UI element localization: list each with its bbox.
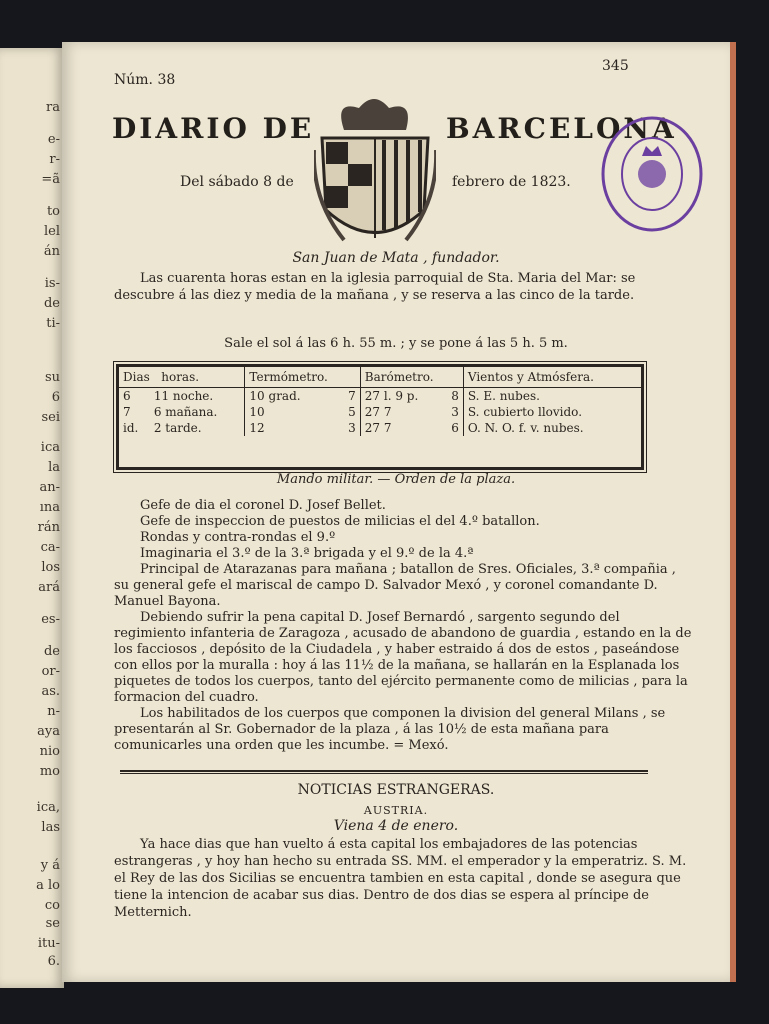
forty-hours-notice: Las cuarenta horas estan en la iglesia parroquial de Sta. Maria del Mar: se descubre á las diez y media de la mañana , y se reserva a las cinco de la tarde. bbox=[114, 271, 636, 303]
left-page-fragment: is- bbox=[44, 276, 60, 291]
left-page-fragment: es- bbox=[41, 612, 60, 627]
library-stamp-icon bbox=[600, 114, 704, 234]
weather-cell: 27 l. 9 p. bbox=[364, 389, 419, 403]
news-heading: NOTICIAS ESTRANGERAS. bbox=[297, 782, 495, 798]
left-page-fragment: e- bbox=[47, 132, 60, 147]
left-page-fragment: ca- bbox=[40, 540, 60, 555]
weather-table-header bbox=[119, 367, 641, 388]
issue-number: Núm. 38 bbox=[114, 72, 176, 88]
weather-cell: 10 bbox=[249, 405, 265, 419]
weather-cell: O. N. O. f. v. nubes. bbox=[467, 421, 584, 435]
left-page-fragment: ica, bbox=[36, 800, 60, 815]
weather-row bbox=[119, 404, 641, 420]
weather-cell: 6 bbox=[123, 389, 131, 403]
weather-cell: 6 mañana. bbox=[150, 404, 245, 420]
newspaper-page bbox=[62, 42, 736, 982]
left-page-fragment: to bbox=[46, 204, 60, 219]
left-page-fragment: a lo bbox=[36, 878, 60, 893]
weather-cell: S. cubierto llovido. bbox=[467, 405, 583, 419]
weather-col-days-hours: Dias horas. bbox=[119, 367, 245, 388]
left-page-fragment: la bbox=[48, 460, 60, 475]
date-left: Del sábado 8 de bbox=[180, 174, 294, 190]
left-page-fragment: an- bbox=[39, 480, 60, 495]
news-dateline: Viena 4 de enero. bbox=[333, 818, 459, 834]
barcelona-crest-icon bbox=[314, 90, 436, 250]
left-page-fragment: r- bbox=[49, 152, 60, 167]
left-page-fragment: se bbox=[45, 916, 60, 931]
masthead-title-left: DIARIO DE bbox=[112, 112, 315, 145]
weather-cell: 8 bbox=[442, 388, 463, 405]
military-orders bbox=[114, 498, 694, 754]
weather-cell: 7 bbox=[336, 388, 361, 405]
left-page-fragment: y á bbox=[40, 858, 60, 873]
weather-cell: 27 7 bbox=[364, 405, 392, 419]
left-page-fragment: as. bbox=[41, 684, 60, 699]
left-page-fragment: lel bbox=[43, 224, 60, 239]
order-paragraph: Rondas y contra-rondas el 9.º bbox=[140, 530, 336, 545]
left-page-fragment: or- bbox=[41, 664, 60, 679]
date-right: febrero de 1823. bbox=[452, 174, 571, 190]
sunrise-sunset: Sale el sol á las 6 h. 55 m. ; y se pone á las 5 h. 5 m. bbox=[224, 336, 568, 351]
weather-row bbox=[119, 388, 641, 405]
weather-cell: 3 bbox=[442, 404, 463, 420]
order-paragraph: Gefe de dia el coronel D. Josef Bellet. bbox=[140, 498, 386, 513]
page-number: 345 bbox=[602, 58, 629, 74]
left-page-fragment: aya bbox=[37, 724, 60, 739]
weather-cell: 12 bbox=[249, 421, 265, 435]
left-page-edge bbox=[0, 48, 64, 988]
weather-cell: id. bbox=[123, 421, 139, 435]
left-page-fragment: ına bbox=[39, 500, 60, 515]
left-page-fragment: sei bbox=[41, 410, 60, 425]
masthead-title-right: BARCELONA bbox=[446, 112, 677, 145]
military-orders-heading: Mando militar. — Orden de la plaza. bbox=[276, 472, 516, 487]
left-page-fragment: án bbox=[43, 244, 60, 259]
left-page-fragment: ra bbox=[46, 100, 60, 115]
weather-cell: 5 bbox=[336, 404, 361, 420]
news-country: AUSTRIA. bbox=[363, 804, 429, 817]
weather-col-barometer: Barómetro. bbox=[360, 367, 463, 388]
weather-table bbox=[116, 364, 644, 470]
left-page-fragment: co bbox=[44, 898, 60, 913]
news-body: Ya hace dias que han vuelto á esta capital los embajadores de las potencias estrangeras , y hoy han hecho su entrada SS. MM. el emperador y la emperatriz. S. M. el Rey de las dos Sicilias se encuentra tambien en esta capital , donde se asegura que tiene la intencion de acabar sus dias. Dentro de dos dias se espera al príncipe de Metternich. bbox=[114, 837, 687, 920]
section-divider bbox=[120, 770, 648, 772]
order-paragraph: Principal de Atarazanas para mañana ; batallon de Sres. Oficiales, 3.ª compañia , su general gefe el mariscal de campo D. Salvador Mexó , y coronel comandante D. Manuel Bayona. bbox=[114, 562, 676, 609]
left-page-fragment: n- bbox=[47, 704, 60, 719]
weather-col-thermometer: Termómetro. bbox=[245, 367, 360, 388]
left-page-fragment: =ã bbox=[41, 172, 60, 187]
left-page-fragment: de bbox=[43, 296, 60, 311]
section-divider-thin bbox=[120, 773, 648, 774]
weather-cell: 3 bbox=[336, 420, 361, 436]
weather-cell: 11 noche. bbox=[150, 388, 245, 405]
left-page-fragment: 6. bbox=[47, 954, 60, 969]
weather-cell: 10 grad. bbox=[249, 389, 301, 403]
left-page-fragment: ará bbox=[38, 580, 60, 595]
order-paragraph: Gefe de inspeccion de puestos de milicias el del 4.º batallon. bbox=[140, 514, 540, 529]
left-page-fragment: de bbox=[43, 644, 60, 659]
left-page-fragment: mo bbox=[39, 764, 60, 779]
weather-cell: 27 7 bbox=[364, 421, 392, 435]
left-page-fragment: nio bbox=[39, 744, 60, 759]
left-page-fragment: 6 bbox=[51, 390, 60, 405]
weather-cell: 6 bbox=[442, 420, 463, 436]
left-page-fragment: su bbox=[44, 370, 60, 385]
left-page-fragment: los bbox=[41, 560, 60, 575]
left-page-fragment: ti- bbox=[46, 316, 60, 331]
left-page-fragment: itu- bbox=[37, 936, 60, 951]
weather-cell: 7 bbox=[123, 405, 131, 419]
order-paragraph: Imaginaria el 3.º de la 3.ª brigada y el 9.º de la 4.ª bbox=[140, 546, 474, 561]
left-page-fragment: ica bbox=[40, 440, 60, 455]
weather-cell: 2 tarde. bbox=[150, 420, 245, 436]
order-paragraph: Los habilitados de los cuerpos que componen la division del general Milans , se presentarán al Sr. Gobernador de la plaza , á las 10½ de esta mañana para comunicarles una orden que les incumbe. = Mexó. bbox=[114, 706, 666, 753]
left-page-fragment: las bbox=[41, 820, 60, 835]
order-paragraph: Debiendo sufrir la pena capital D. Josef Bernardó , sargento segundo del regimiento infanteria de Zaragoza , acusado de abandono de guardia , estando en la de los facciosos , depósito de la Ciudadela , y haber estraido á dos de estos , paseándose con ellos por la muralla : hoy á las 11½ de la mañana, se hallarán en la Esplanada los piquetes de todos los cuerpos, tanto del ejército permanente como de milicias , para la formacion del cuadro. bbox=[114, 610, 692, 705]
left-page-fragment: rán bbox=[37, 520, 60, 535]
weather-row bbox=[119, 420, 641, 436]
saint-of-day: San Juan de Mata , fundador. bbox=[292, 250, 500, 266]
weather-col-winds: Vientos y Atmósfera. bbox=[463, 367, 641, 388]
weather-cell: S. E. nubes. bbox=[467, 389, 540, 403]
